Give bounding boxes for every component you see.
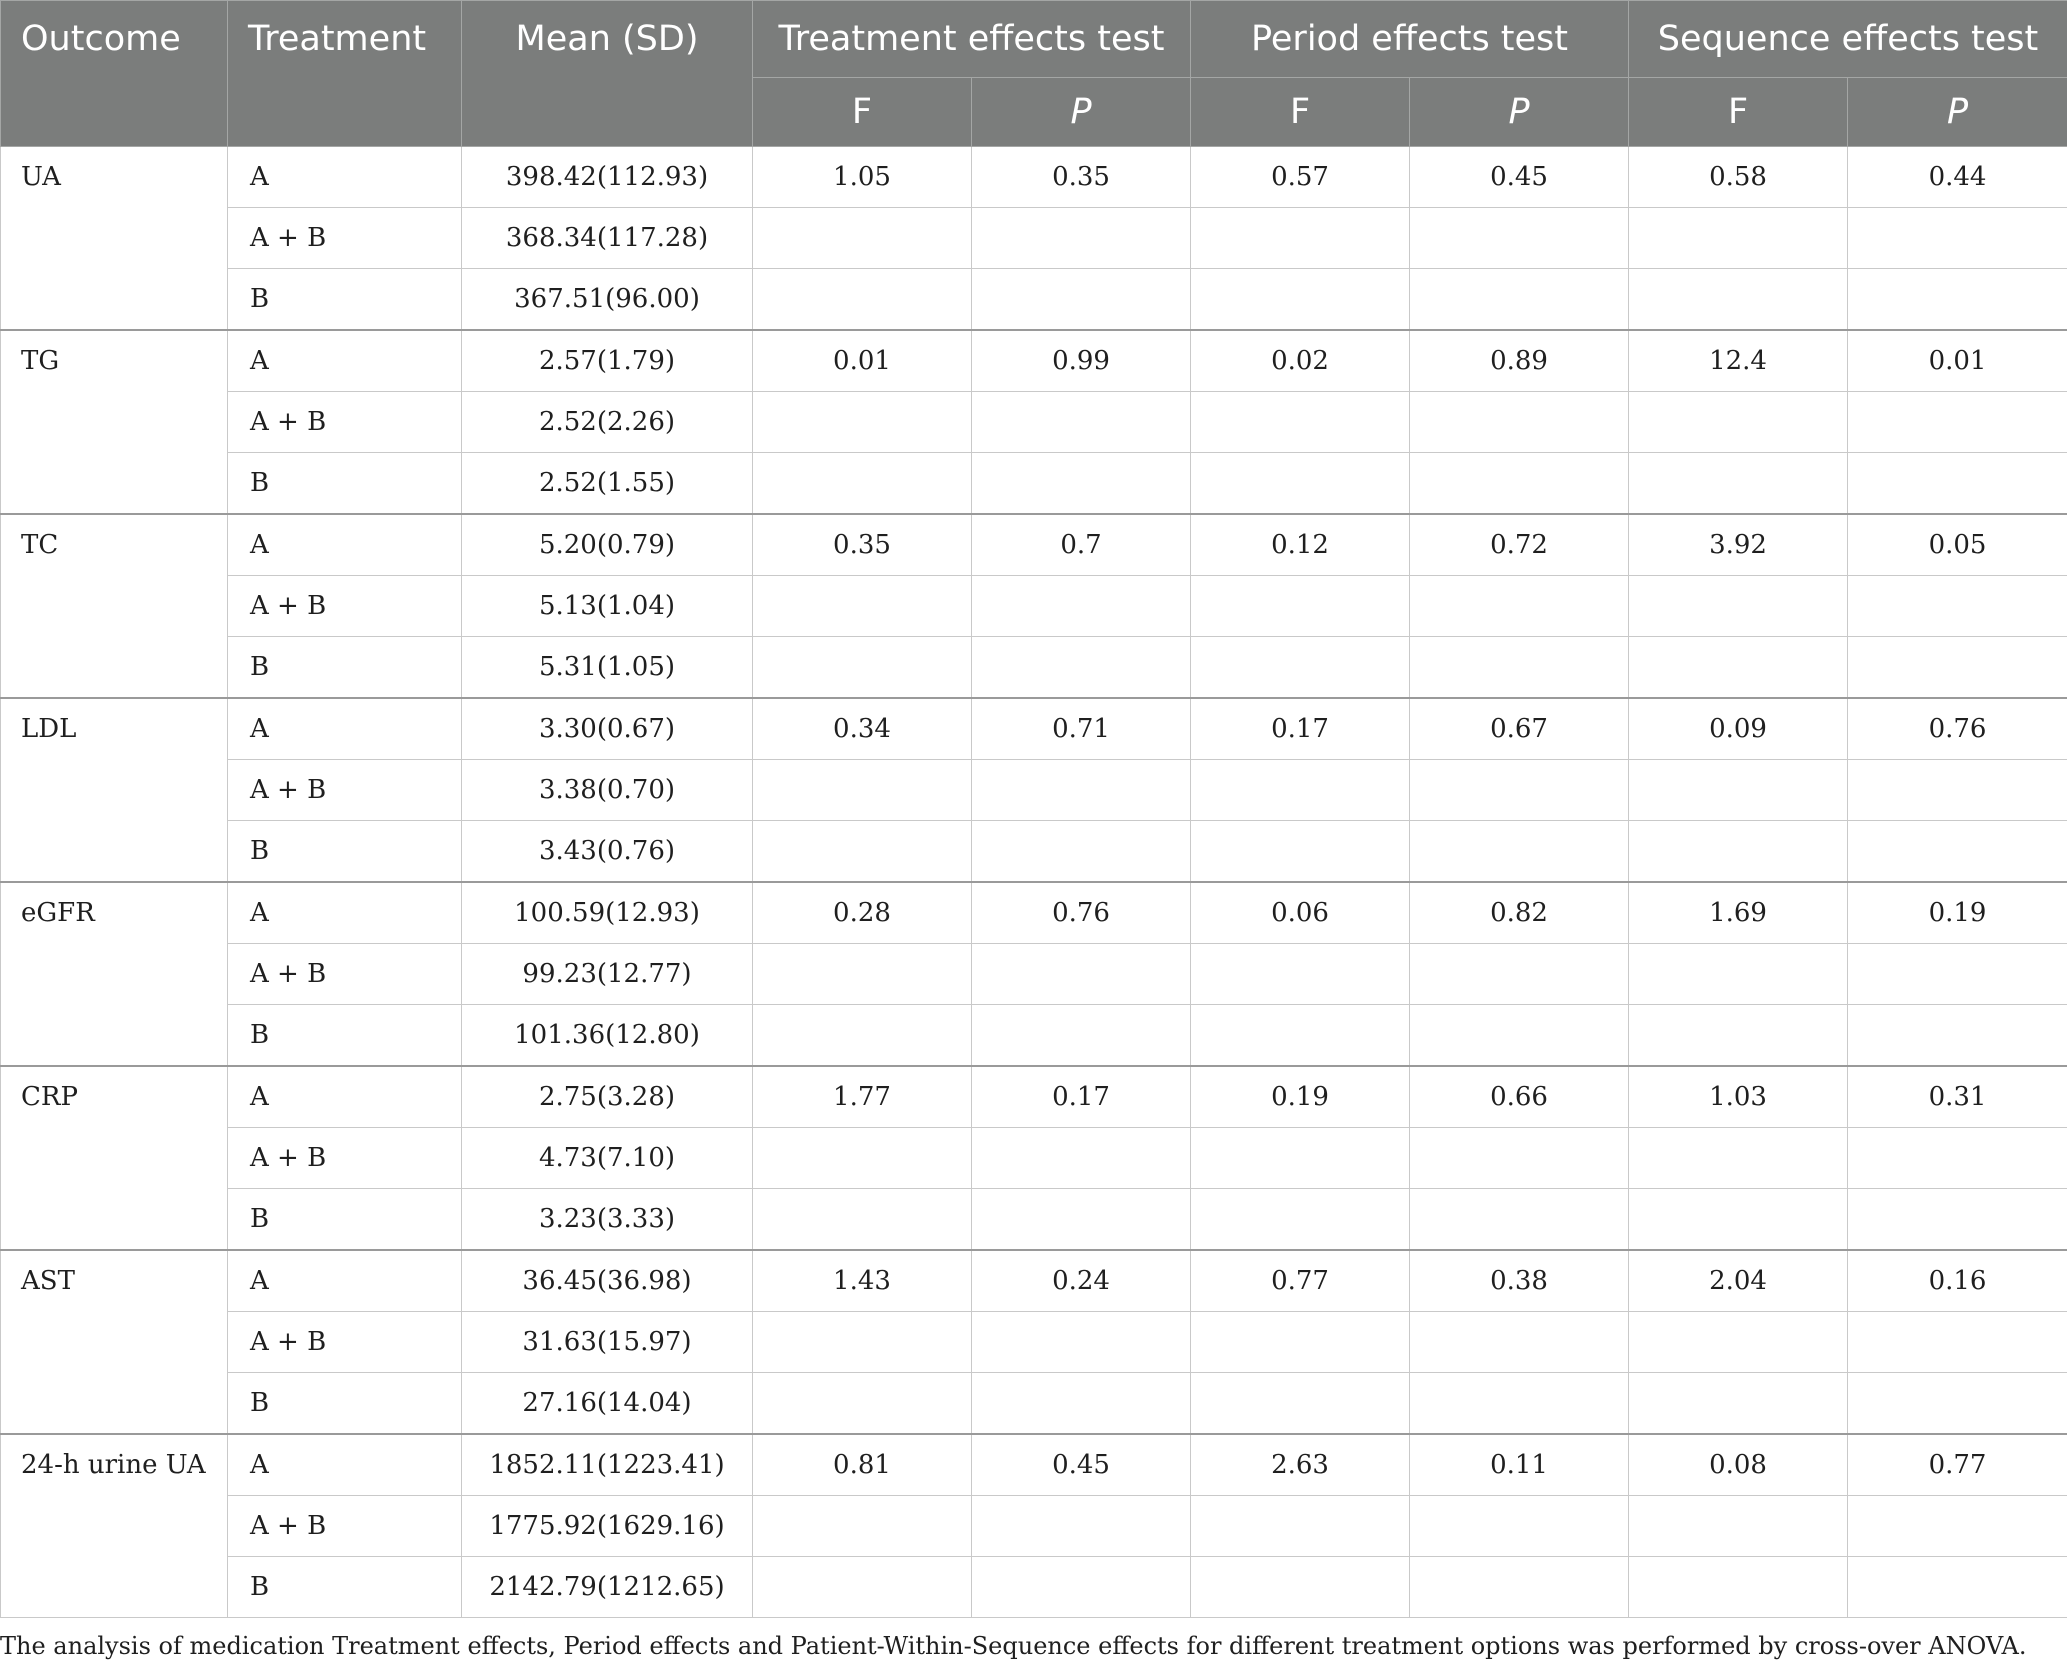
treatment-cell: A + B — [228, 392, 462, 453]
table-body — [1, 147, 2067, 1618]
stat-cell-tF: 0.01 — [753, 330, 972, 392]
stat-cell-sP — [1848, 1373, 2067, 1435]
stat-cell-tP — [972, 1312, 1191, 1373]
treatment-cell: A + B — [228, 760, 462, 821]
mean-sd-cell: 2.57(1.79) — [462, 330, 753, 392]
stat-cell-tF — [753, 1189, 972, 1251]
stat-cell-tF: 1.43 — [753, 1250, 972, 1312]
stat-cell-sP — [1848, 208, 2067, 269]
treatment-cell: B — [228, 269, 462, 331]
header-treatment-effects-test: Treatment effects test — [753, 1, 1191, 78]
header-period-f: F — [1191, 78, 1410, 147]
stat-cell-pF — [1191, 1128, 1410, 1189]
stat-cell-pF — [1191, 760, 1410, 821]
stat-cell-pP — [1410, 1496, 1629, 1557]
stat-cell-sF — [1629, 269, 1848, 331]
table-row — [1, 1496, 2067, 1557]
stat-cell-tP — [972, 1557, 1191, 1618]
stat-cell-tF — [753, 1005, 972, 1067]
treatment-cell: A + B — [228, 208, 462, 269]
stat-cell-pP — [1410, 453, 1629, 515]
stat-cell-pP — [1410, 637, 1629, 699]
header-treatment: Treatment — [228, 1, 462, 147]
mean-sd-cell: 2.52(2.26) — [462, 392, 753, 453]
stat-cell-tF — [753, 1312, 972, 1373]
table-row — [1, 453, 2067, 515]
outcome-cell: 24-h urine UA — [1, 1434, 228, 1618]
outcome-cell: TC — [1, 514, 228, 698]
stat-cell-sP — [1848, 269, 2067, 331]
stat-cell-tP: 0.24 — [972, 1250, 1191, 1312]
stat-cell-pF — [1191, 1005, 1410, 1067]
mean-sd-cell: 99.23(12.77) — [462, 944, 753, 1005]
stat-cell-pF: 0.19 — [1191, 1066, 1410, 1128]
treatment-cell: B — [228, 1189, 462, 1251]
stat-cell-sP — [1848, 821, 2067, 883]
stat-cell-sP: 0.77 — [1848, 1434, 2067, 1496]
treatment-cell: A — [228, 882, 462, 944]
treatment-cell: A — [228, 1434, 462, 1496]
stat-cell-tP: 0.35 — [972, 147, 1191, 208]
stat-cell-sF — [1629, 1557, 1848, 1618]
stat-cell-pP: 0.45 — [1410, 147, 1629, 208]
stat-cell-pF: 0.12 — [1191, 514, 1410, 576]
table-row — [1, 1066, 2067, 1128]
header-period-effects-test: Period effects test — [1191, 1, 1629, 78]
treatment-cell: A + B — [228, 1128, 462, 1189]
stat-cell-pF — [1191, 1373, 1410, 1435]
treatment-cell: A — [228, 1066, 462, 1128]
stat-cell-sP — [1848, 1557, 2067, 1618]
stat-cell-pF — [1191, 392, 1410, 453]
stat-cell-tP — [972, 1189, 1191, 1251]
stat-cell-tP: 0.7 — [972, 514, 1191, 576]
stat-cell-sF: 0.08 — [1629, 1434, 1848, 1496]
stat-cell-tP — [972, 208, 1191, 269]
table-row — [1, 698, 2067, 760]
treatment-cell: A — [228, 147, 462, 208]
stat-cell-tP — [972, 637, 1191, 699]
stat-cell-sF — [1629, 760, 1848, 821]
mean-sd-cell: 5.13(1.04) — [462, 576, 753, 637]
mean-sd-cell: 368.34(117.28) — [462, 208, 753, 269]
table-row — [1, 514, 2067, 576]
stat-cell-pP — [1410, 1373, 1629, 1435]
treatment-cell: A + B — [228, 944, 462, 1005]
outcome-cell: LDL — [1, 698, 228, 882]
stat-cell-tF — [753, 208, 972, 269]
stat-cell-tF: 0.28 — [753, 882, 972, 944]
stat-cell-sP — [1848, 392, 2067, 453]
stat-cell-pF: 0.02 — [1191, 330, 1410, 392]
treatment-cell: B — [228, 1557, 462, 1618]
mean-sd-cell: 5.31(1.05) — [462, 637, 753, 699]
stat-cell-tF: 1.77 — [753, 1066, 972, 1128]
stat-cell-pF — [1191, 1189, 1410, 1251]
stat-cell-tF — [753, 576, 972, 637]
stat-cell-sP — [1848, 1005, 2067, 1067]
stat-cell-tP — [972, 944, 1191, 1005]
outcome-cell: CRP — [1, 1066, 228, 1250]
mean-sd-cell: 2.52(1.55) — [462, 453, 753, 515]
table-row — [1, 1250, 2067, 1312]
stat-cell-tP — [972, 1373, 1191, 1435]
table-row — [1, 1434, 2067, 1496]
stat-cell-pF: 2.63 — [1191, 1434, 1410, 1496]
stat-cell-tF: 0.34 — [753, 698, 972, 760]
stat-cell-tF — [753, 1373, 972, 1435]
stat-cell-sP — [1848, 453, 2067, 515]
stat-cell-tP — [972, 269, 1191, 331]
table-row — [1, 147, 2067, 208]
treatment-cell: A + B — [228, 576, 462, 637]
stat-cell-sP: 0.76 — [1848, 698, 2067, 760]
table-row — [1, 576, 2067, 637]
stat-cell-tP: 0.71 — [972, 698, 1191, 760]
treatment-cell: B — [228, 637, 462, 699]
table-row — [1, 944, 2067, 1005]
stat-cell-pP — [1410, 821, 1629, 883]
header-outcome: Outcome — [1, 1, 228, 147]
stat-cell-tP: 0.76 — [972, 882, 1191, 944]
stat-cell-sP — [1848, 1128, 2067, 1189]
stat-cell-sF — [1629, 576, 1848, 637]
stat-cell-tP — [972, 1005, 1191, 1067]
stat-cell-sP — [1848, 1189, 2067, 1251]
stat-cell-sP: 0.19 — [1848, 882, 2067, 944]
table-row — [1, 1189, 2067, 1251]
header-mean-sd: Mean (SD) — [462, 1, 753, 147]
header-treatment-p: P — [972, 78, 1191, 147]
mean-sd-cell: 4.73(7.10) — [462, 1128, 753, 1189]
stat-cell-pF — [1191, 637, 1410, 699]
stat-cell-pF: 0.57 — [1191, 147, 1410, 208]
stat-cell-sF — [1629, 1312, 1848, 1373]
header-period-p: P — [1410, 78, 1629, 147]
stat-cell-sF: 0.58 — [1629, 147, 1848, 208]
stat-cell-tF — [753, 392, 972, 453]
stat-cell-pP — [1410, 1312, 1629, 1373]
stat-cell-tP: 0.99 — [972, 330, 1191, 392]
treatment-cell: B — [228, 821, 462, 883]
treatment-cell: A + B — [228, 1312, 462, 1373]
mean-sd-cell: 101.36(12.80) — [462, 1005, 753, 1067]
stat-cell-sF — [1629, 944, 1848, 1005]
stat-cell-tP — [972, 1496, 1191, 1557]
stat-cell-tF — [753, 269, 972, 331]
stat-cell-sF: 2.04 — [1629, 1250, 1848, 1312]
stat-cell-pP — [1410, 208, 1629, 269]
stat-cell-sP — [1848, 637, 2067, 699]
stat-cell-sF — [1629, 392, 1848, 453]
stat-cell-pF — [1191, 1312, 1410, 1373]
stat-cell-pP — [1410, 1557, 1629, 1618]
table-row — [1, 1373, 2067, 1435]
treatment-cell: B — [228, 453, 462, 515]
stat-cell-pF: 0.06 — [1191, 882, 1410, 944]
stat-cell-tF — [753, 760, 972, 821]
stat-cell-sF — [1629, 453, 1848, 515]
stat-cell-pP: 0.89 — [1410, 330, 1629, 392]
stat-cell-sF: 12.4 — [1629, 330, 1848, 392]
stat-cell-pF — [1191, 208, 1410, 269]
stat-cell-pF — [1191, 1496, 1410, 1557]
stat-cell-pF — [1191, 944, 1410, 1005]
stat-cell-sP: 0.44 — [1848, 147, 2067, 208]
stat-cell-sP — [1848, 1496, 2067, 1557]
stat-cell-sP: 0.31 — [1848, 1066, 2067, 1128]
stat-cell-tF: 1.05 — [753, 147, 972, 208]
table-row — [1, 392, 2067, 453]
table-row — [1, 1128, 2067, 1189]
mean-sd-cell: 5.20(0.79) — [462, 514, 753, 576]
stat-cell-sF — [1629, 1496, 1848, 1557]
table-row — [1, 1557, 2067, 1618]
stat-cell-tP — [972, 760, 1191, 821]
mean-sd-cell: 27.16(14.04) — [462, 1373, 753, 1435]
stat-cell-tF — [753, 1557, 972, 1618]
stat-cell-pP: 0.72 — [1410, 514, 1629, 576]
stat-cell-sF — [1629, 1189, 1848, 1251]
mean-sd-cell: 2142.79(1212.65) — [462, 1557, 753, 1618]
stat-cell-sP: 0.16 — [1848, 1250, 2067, 1312]
outcome-cell: AST — [1, 1250, 228, 1434]
stat-cell-sF — [1629, 821, 1848, 883]
treatment-cell: A — [228, 1250, 462, 1312]
stat-cell-pP — [1410, 1005, 1629, 1067]
stat-cell-pP: 0.38 — [1410, 1250, 1629, 1312]
mean-sd-cell: 1852.11(1223.41) — [462, 1434, 753, 1496]
stat-cell-sF — [1629, 1005, 1848, 1067]
outcome-cell: TG — [1, 330, 228, 514]
stat-cell-sP — [1848, 944, 2067, 1005]
treatment-cell: A — [228, 514, 462, 576]
stat-cell-tF — [753, 821, 972, 883]
stat-cell-sF — [1629, 1128, 1848, 1189]
stat-cell-pF — [1191, 576, 1410, 637]
stat-cell-pP — [1410, 944, 1629, 1005]
stat-cell-tP: 0.17 — [972, 1066, 1191, 1128]
treatment-cell: B — [228, 1005, 462, 1067]
stat-cell-sF: 1.69 — [1629, 882, 1848, 944]
stat-cell-tF — [753, 944, 972, 1005]
treatment-cell: A + B — [228, 1496, 462, 1557]
stat-cell-tP — [972, 453, 1191, 515]
stat-cell-tP — [972, 392, 1191, 453]
outcome-cell: UA — [1, 147, 228, 331]
stat-cell-tF: 0.81 — [753, 1434, 972, 1496]
stat-cell-sF: 1.03 — [1629, 1066, 1848, 1128]
header-treatment-f: F — [753, 78, 972, 147]
mean-sd-cell: 1775.92(1629.16) — [462, 1496, 753, 1557]
mean-sd-cell: 3.38(0.70) — [462, 760, 753, 821]
header-sequence-f: F — [1629, 78, 1848, 147]
stat-cell-sF: 3.92 — [1629, 514, 1848, 576]
stat-cell-sF — [1629, 208, 1848, 269]
mean-sd-cell: 3.30(0.67) — [462, 698, 753, 760]
stat-cell-pP — [1410, 760, 1629, 821]
stat-cell-pF — [1191, 269, 1410, 331]
stat-cell-pF — [1191, 1557, 1410, 1618]
treatment-cell: A — [228, 330, 462, 392]
stat-cell-sP: 0.01 — [1848, 330, 2067, 392]
header-sequence-effects-test: Sequence effects test — [1629, 1, 2067, 78]
mean-sd-cell: 36.45(36.98) — [462, 1250, 753, 1312]
stat-cell-sF — [1629, 1373, 1848, 1435]
stat-cell-tF — [753, 637, 972, 699]
stat-cell-pP: 0.11 — [1410, 1434, 1629, 1496]
stat-cell-tF — [753, 1128, 972, 1189]
table-row — [1, 1312, 2067, 1373]
stat-cell-pP: 0.67 — [1410, 698, 1629, 760]
mean-sd-cell: 31.63(15.97) — [462, 1312, 753, 1373]
table-row — [1, 637, 2067, 699]
stat-cell-sP — [1848, 576, 2067, 637]
stat-cell-pP — [1410, 269, 1629, 331]
table-footnote: The analysis of medication Treatment effects, Period effects and Patient-Within-Sequence effects for different treatment options was performed by cross-over ANOVA. — [0, 1632, 2027, 1660]
stat-cell-sP — [1848, 760, 2067, 821]
mean-sd-cell: 100.59(12.93) — [462, 882, 753, 944]
stat-cell-sP: 0.05 — [1848, 514, 2067, 576]
stat-cell-pP — [1410, 576, 1629, 637]
table-row — [1, 1005, 2067, 1067]
stat-cell-tF: 0.35 — [753, 514, 972, 576]
treatment-cell: B — [228, 1373, 462, 1435]
stat-cell-pP — [1410, 392, 1629, 453]
stat-cell-pF — [1191, 453, 1410, 515]
stat-cell-tF — [753, 453, 972, 515]
mean-sd-cell: 367.51(96.00) — [462, 269, 753, 331]
header-sequence-p: P — [1848, 78, 2067, 147]
stat-cell-pP: 0.66 — [1410, 1066, 1629, 1128]
stat-cell-pP — [1410, 1128, 1629, 1189]
stat-cell-sP — [1848, 1312, 2067, 1373]
stat-cell-pP — [1410, 1189, 1629, 1251]
stat-cell-pF — [1191, 821, 1410, 883]
stat-cell-sF — [1629, 637, 1848, 699]
table-row — [1, 269, 2067, 331]
table-row — [1, 760, 2067, 821]
table-row — [1, 821, 2067, 883]
table-row — [1, 882, 2067, 944]
stat-cell-sF: 0.09 — [1629, 698, 1848, 760]
stat-cell-tF — [753, 1496, 972, 1557]
table-row — [1, 330, 2067, 392]
mean-sd-cell: 3.23(3.33) — [462, 1189, 753, 1251]
table-row — [1, 208, 2067, 269]
stat-cell-pF: 0.77 — [1191, 1250, 1410, 1312]
mean-sd-cell: 2.75(3.28) — [462, 1066, 753, 1128]
stat-cell-tP — [972, 1128, 1191, 1189]
mean-sd-cell: 398.42(112.93) — [462, 147, 753, 208]
stat-cell-tP — [972, 576, 1191, 637]
stat-cell-pP: 0.82 — [1410, 882, 1629, 944]
mean-sd-cell: 3.43(0.76) — [462, 821, 753, 883]
stat-cell-tP — [972, 821, 1191, 883]
outcome-cell: eGFR — [1, 882, 228, 1066]
stat-cell-pF: 0.17 — [1191, 698, 1410, 760]
table-header — [1, 1, 2067, 147]
stat-cell-tP: 0.45 — [972, 1434, 1191, 1496]
treatment-cell: A — [228, 698, 462, 760]
